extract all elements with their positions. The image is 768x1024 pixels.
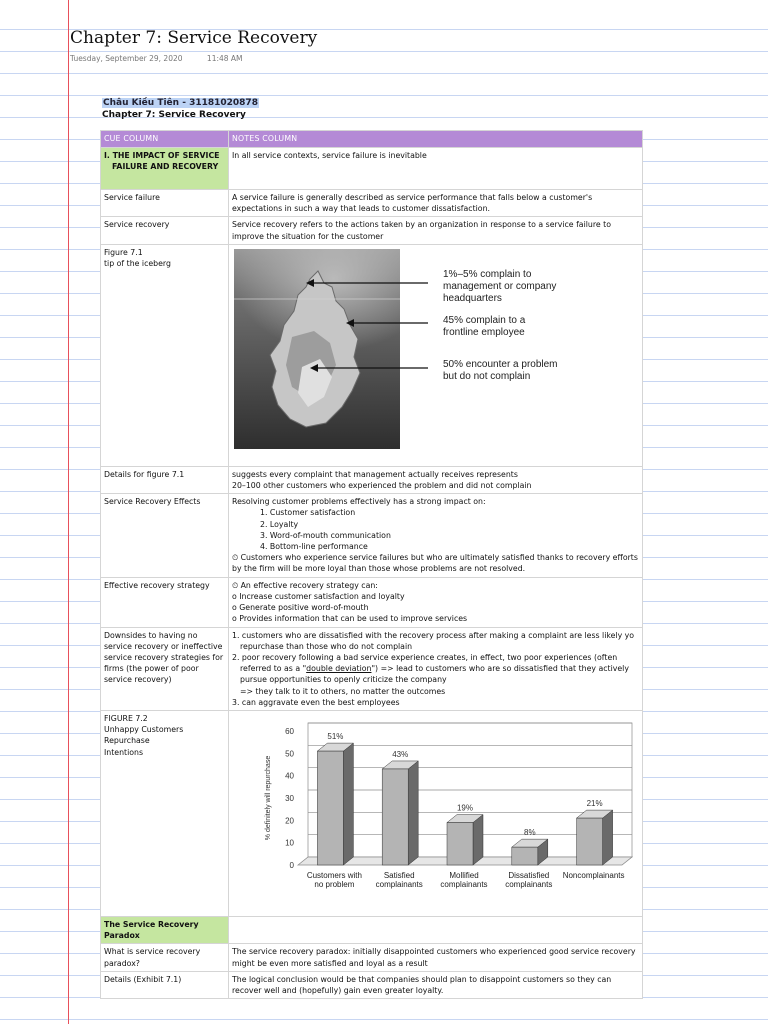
document-subtitle: Chapter 7: Service Recovery bbox=[102, 110, 246, 120]
iceberg-label-3-line2: but do not complain bbox=[443, 370, 531, 382]
service-recovery-cue: Service recovery bbox=[101, 217, 229, 244]
chart-value-label: 43% bbox=[392, 750, 409, 760]
figure-71-cue-title: Figure 7.1 bbox=[104, 247, 143, 257]
impact-cue-cell bbox=[101, 148, 229, 190]
page-date: Tuesday, September 29, 2020 bbox=[70, 54, 183, 63]
strategy-intro-line bbox=[232, 580, 639, 591]
paradox-note-empty bbox=[229, 917, 643, 944]
chart-y-tick-label: 40 bbox=[285, 771, 294, 781]
exhibit-note: The logical conclusion would be that companies should plan to disappoint customers so they can recover well and (hopefully) gain even greater loyalty. bbox=[229, 971, 643, 998]
iceberg-figure bbox=[232, 247, 572, 451]
strategy-cue: Effective recovery strategy bbox=[101, 577, 229, 627]
service-failure-note: A service failure is generally described as service performance that falls below a customer's expectations in such a way that leads to customer dissatisfaction. bbox=[229, 190, 643, 217]
effects-item-2: 2. Loyalty bbox=[260, 519, 299, 529]
author-name: Châu Kiều Tiên - 31181020878 bbox=[103, 98, 258, 108]
chart-bar bbox=[577, 818, 603, 865]
effects-cue: Service Recovery Effects bbox=[101, 494, 229, 577]
repurchase-chart bbox=[260, 721, 640, 899]
chart-y-tick-label: 30 bbox=[285, 794, 294, 804]
service-recovery-note: Service recovery refers to the actions taken by an organization in response to a service failure to improve the situation for the customer bbox=[229, 217, 643, 244]
downsides-cue: Downsides to having no service recovery or ineffective service recovery strategies for firms (the power of poor service recovery) bbox=[101, 627, 229, 710]
effects-intro: Resolving customer problems effectively has a strong impact on: bbox=[232, 497, 486, 507]
figure-72-cue-line2: Unhappy Customers bbox=[104, 725, 184, 735]
chart-x-tick-label: Mollified bbox=[449, 871, 479, 881]
effects-item-3: 3. Word-of-mouth communication bbox=[260, 530, 391, 540]
chart-y-tick-label: 20 bbox=[285, 816, 294, 826]
iceberg-label-2-line1: 45% complain to a bbox=[443, 314, 526, 326]
chart-y-tick-label: 60 bbox=[285, 727, 294, 737]
effects-outro: Customers who experience service failures but who are ultimately satisfied thanks to recovery efforts by the firm will be more loyal than those whose problems are not resolved. bbox=[232, 553, 638, 574]
chart-bar-side bbox=[603, 810, 613, 865]
iceberg-label-1-line2: management or company bbox=[443, 280, 557, 292]
chart-bar bbox=[447, 823, 473, 865]
paradox-cue: The Service Recovery Paradox bbox=[101, 917, 229, 944]
figure-72-cue-line3: Repurchase bbox=[104, 736, 150, 746]
impact-note: In all service contexts, service failure is inevitable bbox=[229, 148, 643, 190]
downsides-point-2-start: 2. poor recovery following a bad service experience creates, in effect, two poor experiences (often referred to as a " bbox=[232, 653, 618, 674]
chart-value-label: 19% bbox=[456, 803, 474, 813]
chart-value-label: 21% bbox=[586, 799, 603, 809]
iceberg-label-1-line1: 1%–5% complain to bbox=[443, 268, 532, 280]
figure-71-cue-subtitle: tip of the iceberg bbox=[104, 259, 171, 269]
strategy-cell bbox=[229, 577, 643, 627]
chart-x-tick-label: Dissatisfied bbox=[508, 871, 550, 881]
chart-y-tick-label: 50 bbox=[285, 749, 294, 759]
chart-x-tick-label: Satisfied bbox=[383, 871, 415, 881]
exhibit-cue: Details (Exhibit 7.1) bbox=[101, 971, 229, 998]
chart-x-labels bbox=[307, 871, 625, 889]
figure-72-cue-cell bbox=[101, 711, 229, 917]
chart-x-tick-label: Customers with bbox=[306, 871, 362, 881]
chart-x-tick-label: no problem bbox=[314, 880, 355, 890]
effects-item-4: 4. Bottom-line performance bbox=[260, 542, 368, 552]
downsides-point-2-sub: => they talk to it to others, no matter the outcomes bbox=[240, 686, 446, 696]
downsides-point-1: 1. customers who are dissatisfied with the recovery process after making a complaint are less likely yo repurchase than those who do not complain bbox=[232, 630, 635, 651]
effects-item-1: 1. Customer satisfaction bbox=[260, 508, 356, 518]
chart-value-label: 8% bbox=[524, 828, 536, 838]
figure-71-cue-cell bbox=[101, 244, 229, 466]
chart-y-tick-label: 10 bbox=[285, 838, 294, 848]
page-time: 11:48 AM bbox=[206, 54, 243, 63]
what-paradox-cue: What is service recovery paradox? bbox=[101, 944, 229, 971]
impact-cue: I. THE IMPACT OF SERVICE FAILURE AND RECOVERY bbox=[104, 151, 220, 172]
figure-72-cell bbox=[229, 711, 643, 917]
figure-71-cell bbox=[229, 244, 643, 466]
chart-bar-side bbox=[408, 761, 418, 865]
strategy-item-2: o Generate positive word-of-mouth bbox=[232, 603, 369, 613]
downsides-point-2 bbox=[232, 652, 639, 686]
iceberg-label-1-line3: headquarters bbox=[443, 292, 502, 304]
details-71-line2: 20–100 other customers who experienced the problem and did not complain bbox=[232, 481, 532, 491]
chart-bar bbox=[512, 847, 538, 865]
what-paradox-note: The service recovery paradox: initially disappointed customers who experienced good service recovery might be even more satisfied and loyal as a result bbox=[229, 944, 643, 971]
chart-x-tick-label: complainants bbox=[440, 880, 488, 890]
downsides-cell bbox=[229, 627, 643, 710]
chart-x-tick-label: complainants bbox=[375, 880, 423, 890]
chart-bar bbox=[317, 751, 343, 865]
chart-y-tick-label: 0 bbox=[289, 861, 294, 871]
chart-bar-side bbox=[473, 815, 483, 865]
chart-y-ticks bbox=[285, 727, 294, 870]
double-deviation-term: double deviation bbox=[306, 664, 372, 674]
page-meta bbox=[70, 54, 243, 63]
margin-line bbox=[68, 0, 69, 1024]
details-71-cue: Details for figure 7.1 bbox=[101, 466, 229, 493]
figure-72-cue-line4: Intentions bbox=[104, 747, 144, 757]
cue-column-header: CUE COLUMN bbox=[101, 131, 229, 148]
effects-cell bbox=[229, 494, 643, 577]
iceberg-label-2-line2: frontline employee bbox=[443, 326, 525, 338]
chart-y-axis-label: % definitely will repurchase bbox=[265, 755, 272, 841]
chart-x-tick-label: complainants bbox=[505, 880, 553, 890]
clock-icon: ⏲ bbox=[232, 580, 239, 590]
chart-bar bbox=[382, 769, 408, 865]
details-71-line1: suggests every complaint that management actually receives represents bbox=[232, 469, 518, 479]
notes-column-header: NOTES COLUMN bbox=[229, 131, 643, 148]
strategy-item-3: o Provides information that can be used to improve services bbox=[232, 614, 468, 624]
chart-bar-side bbox=[343, 743, 353, 865]
page-title: Chapter 7: Service Recovery bbox=[70, 28, 318, 48]
strategy-item-1: o Increase customer satisfaction and loyalty bbox=[232, 591, 405, 601]
strategy-intro: An effective recovery strategy can: bbox=[240, 580, 378, 590]
chart-value-label: 51% bbox=[327, 732, 344, 742]
repurchase-chart-wrap bbox=[260, 721, 639, 902]
effects-outro-line bbox=[232, 552, 639, 574]
downsides-point-2-end: ") => lead to customers who are so dissatisfied that they actively pursue opportunities to openly criticize the company bbox=[240, 664, 629, 685]
service-failure-cue: Service failure bbox=[101, 190, 229, 217]
iceberg-label-3-line1: 50% encounter a problem bbox=[443, 358, 558, 370]
clock-icon: ⏲ bbox=[232, 553, 239, 563]
figure-72-cue-line1: FIGURE 7.2 bbox=[104, 714, 148, 724]
details-71-cell bbox=[229, 466, 643, 493]
cornell-notes-table bbox=[100, 130, 643, 999]
downsides-point-3: 3. can aggravate even the best employees bbox=[232, 697, 400, 707]
chart-x-tick-label: Noncomplainants bbox=[562, 871, 625, 881]
